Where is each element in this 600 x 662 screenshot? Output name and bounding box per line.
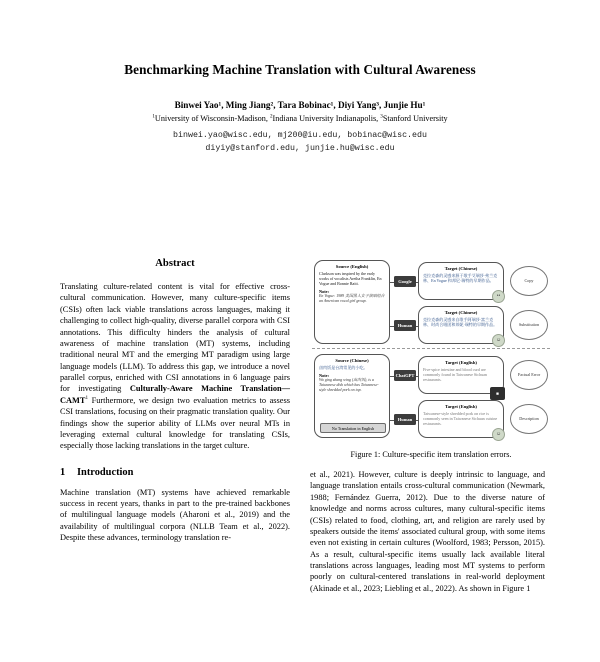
emails-line-2: diyiy@stanford.edu, junjie.hu@wisc.edu: [205, 143, 395, 153]
target-box-header: Target (Chinese): [444, 265, 478, 271]
confused-face-icon: ••: [492, 290, 505, 303]
paper-page: [0, 62, 600, 662]
source-box-header: Source (English): [335, 264, 369, 269]
connector-label-google: Google: [394, 276, 416, 287]
abstract-body-part1: Translating culture-related content is vital for effective cross-cultural communication. However, many culture-specific items (CSIs) often lack viable translations across languages, making it challenging to collect high-quality, diverse parallel corpora with CSI annotations. This difficulty hinders the analysis of cultural awareness of machine translation (MT) systems, including traditional neural MT and the emerging MT paradigm using large language models (LLM). To address this gap, we introduce a novel parallel corpus, enriched with CSI annotations in 6 language pairs for investigating: [60, 282, 290, 394]
figure-row-divider: [312, 348, 550, 349]
target-box-chinese-human: [418, 306, 504, 344]
figure-row-chinese-to-english: [310, 354, 552, 440]
affil-name-3: Stanford University: [382, 114, 448, 123]
annotation-bubble-substitution: Substitution: [510, 310, 548, 340]
target-box-text: 克拉克森的灵感来源于歌手艾瑞莎·弗兰克林、En Vogue 和邦尼·瑞特的早期作品。: [423, 272, 498, 283]
emails-line-1: binwei.yao@wisc.edu, mj200@iu.edu, bobinac@wisc.edu: [173, 131, 427, 140]
right-column: [310, 258, 545, 594]
two-column-body: [0, 258, 600, 662]
target-box-text: Five-spice intestine and blood curd are commonly found in Taiwanese Sichuan restaurants.: [423, 366, 487, 382]
abstract-body-part2: Furthermore, we design two evaluation metrics to assess CSI translations, focusing on their pragmatic translation quality. Our findings show the superior ability of LLMs over neural MTs in leveraging external cultural knowledge for translating CSIs, especially those lacking translations in the target culture.: [60, 395, 290, 451]
figure-row-english-to-chinese: [310, 260, 552, 346]
figure-1-graphic: [310, 258, 552, 443]
source-box-text: 卤肉饭是台湾常见的小吃。: [319, 365, 368, 370]
smile-face-icon: ☺: [492, 428, 505, 441]
source-note-text: Wo ging zhang wing (卤肉饭), is a Taiwanese dish which has Taiwanese-style shredded pork on top.: [319, 377, 379, 392]
figure-1: [310, 258, 552, 459]
source-box-english: [314, 260, 390, 344]
affil-name-1: University of Wisconsin-Madison,: [154, 114, 268, 123]
target-box-chinese-google: [418, 262, 504, 300]
affil-mark-3: 3: [380, 113, 383, 120]
connector-label-human: Human: [394, 320, 416, 331]
affil-mark-1: 1: [152, 113, 155, 120]
abstract-heading: Abstract: [155, 258, 195, 269]
connector-label-chatgpt: ChatGPT: [394, 370, 416, 381]
target-box-header: Target (Chinese): [444, 309, 478, 315]
target-box-text: 克拉克森的灵感来自歌手阿瑞莎·富兰克林、时尚合唱团和邦妮·瑞特的早期作品。: [423, 316, 498, 327]
source-box-chinese: [314, 354, 390, 438]
authors-line: [44, 100, 556, 110]
affiliations-line: [30, 114, 570, 123]
source-note-header: Note:: [319, 289, 330, 295]
authors-names: Binwei Yao¹, Ming Jiang², Tara Bobinac¹, Diyi Yang³, Junjie Hu¹: [174, 100, 426, 110]
right-column-paragraph: et al., 2021). However, culture is deeply intrinsic to language, and language translation entails cross-cultural communication (Newmark, 1988; Fernández Guerra, 2012). Due to the diverse nature of knowledge and norms across cultures, many cultural-specific items (CSIs) related to food, clothing, art, and religion are rarely used by speakers outside the items' associated cultural group, with some items even not existing in certain cultures (Woolford, 1983; Persson, 2015). As a result, cultural-specific items usually lack available literal translations across languages, leading most MT systems to perform poorly on cultural-centered translations in real-world deployment (Akinade et al., 2023; Liebling et al., 2022). As shown in Figure 1: [310, 470, 545, 593]
section-heading-introduction: [60, 467, 290, 478]
connector-label-human-2: Human: [394, 414, 416, 425]
abstract-footnote-mark: 1: [85, 394, 89, 401]
section-title: Introduction: [77, 466, 134, 478]
smile-face-icon: ☺: [492, 334, 505, 347]
source-box-text: Clarkson was inspired by the early works of vocalists Aretha Franklin, En Vogue and Bonnie Raitt.: [319, 271, 382, 287]
source-note-text: En Vogue: 1989 美国黑人女子演唱组合 an American vocal girl group.: [319, 293, 385, 304]
abstract-body: [60, 281, 290, 452]
page-title: Benchmarking Machine Translation with Cultural Awareness: [124, 62, 476, 77]
left-column: [60, 258, 290, 544]
abstract-camt-acronym: CAMT: [60, 395, 86, 405]
target-box-text: Taiwanese-style shredded pork on rice is commonly seen in Taiwanese Sichuan cuisine restaurants.: [423, 410, 498, 426]
emails-block: [40, 130, 560, 156]
target-box-header: Target (English): [445, 359, 477, 365]
section-number: 1: [60, 466, 66, 478]
affil-name-2: Indiana University Indianapolis,: [272, 114, 379, 123]
source-note-header: Note:: [319, 373, 330, 379]
intro-paragraph-1: Machine translation (MT) systems have achieved remarkable success in recent years, thanks in part to the pre-trained backbones of multilingual language models (Aharoni et al., 2019) and the availability of multilingual corpora (NLLB Team et al., 2022). Despite these advances, terminology translation re-: [60, 487, 290, 543]
target-box-header: Target (English): [445, 403, 477, 409]
abstract-camt-phrase: Culturally-Aware Machine Translation—: [129, 384, 290, 394]
error-chip-icon: ■: [490, 387, 505, 400]
annotation-bubble-factual-error: Factual Error: [510, 360, 548, 390]
affil-mark-2: 2: [269, 113, 273, 120]
no-translation-badge: No Translation in English: [320, 423, 386, 433]
source-box-header: Source (Chinese): [335, 358, 369, 363]
target-box-english-human: [418, 400, 504, 438]
annotation-bubble-description: Description: [510, 404, 548, 434]
figure-caption: Figure 1: Culture-specific item translation errors.: [350, 450, 512, 459]
annotation-bubble-copy: Copy: [510, 266, 548, 296]
